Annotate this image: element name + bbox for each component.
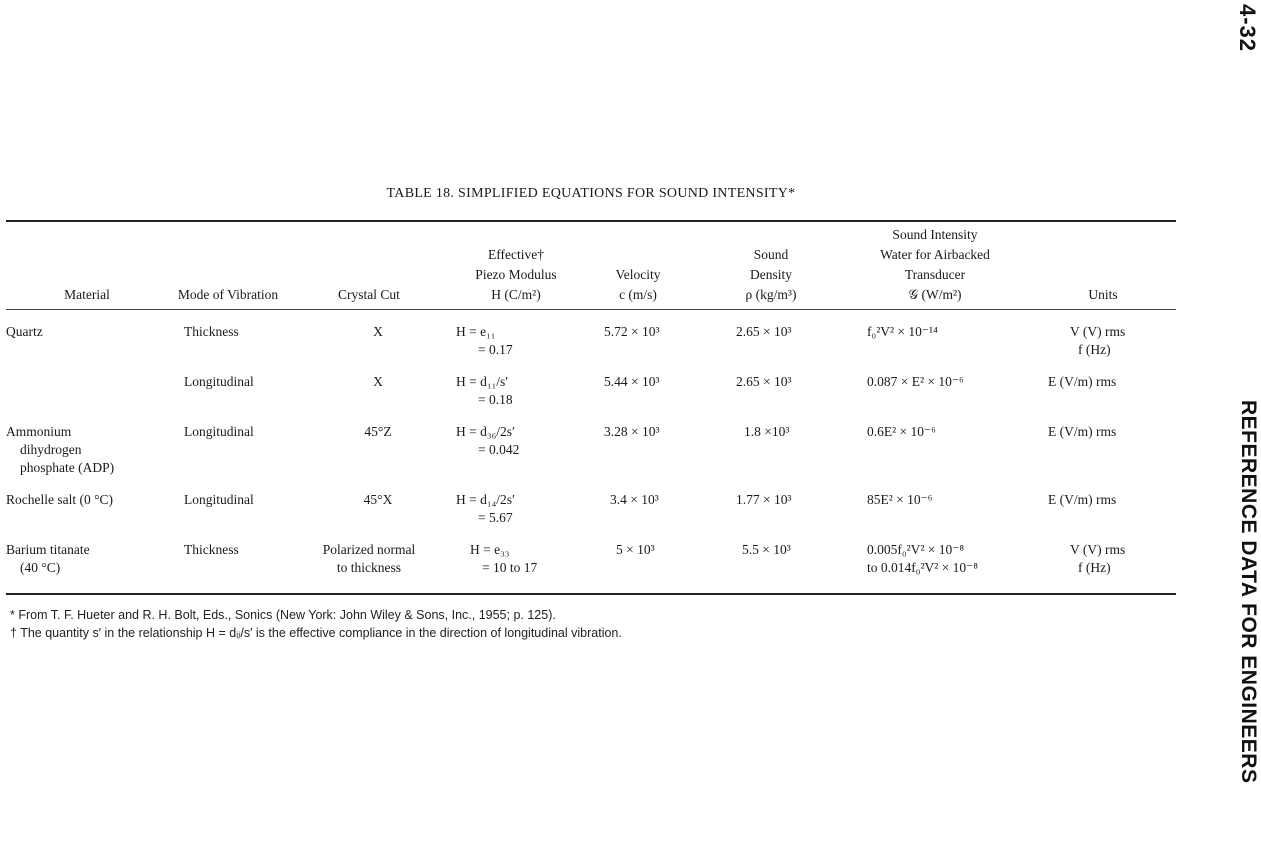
cell-material: Quartz: [6, 324, 43, 339]
cell-density: 2.65 × 10³: [736, 324, 792, 339]
table-bottom-rule: [6, 593, 1176, 595]
cell-modulus: H = e₃₃ = 10 to 17: [470, 542, 538, 575]
cell-modulus: H = d₁₄/2s′ = 5.67: [456, 492, 515, 525]
cell-density: 5.5 × 10³: [742, 542, 791, 557]
cell-crystal-cut: X: [373, 374, 383, 389]
cell-modulus: H = e₁₁ = 0.17: [456, 324, 513, 357]
cell-velocity: 3.4 × 10³: [610, 492, 659, 507]
cell-intensity: 0.005f₀²V² × 10⁻⁸ to 0.014f₀²V² × 10⁻⁸: [867, 542, 978, 575]
cell-mode: Thickness: [184, 324, 239, 339]
table-top-rule: [6, 220, 1176, 222]
cell-mode: Longitudinal: [184, 424, 254, 439]
table-header-rule: [6, 309, 1176, 310]
table-caption: TABLE 18. SIMPLIFIED EQUATIONS FOR SOUND INTENSITY*: [386, 186, 796, 201]
cell-intensity: 0.6E² × 10⁻⁶: [867, 424, 936, 439]
cell-density: 1.8 ×10³: [744, 424, 790, 439]
cell-crystal-cut: 45°X: [363, 492, 393, 507]
cell-modulus: H = d₁₁/s′ = 0.18: [456, 374, 513, 407]
page-number: 4-32: [1235, 4, 1260, 53]
cell-modulus: H = d₃₆/2s′ = 0.042: [456, 424, 520, 457]
cell-density: 1.77 × 10³: [736, 492, 792, 507]
cell-mode: Thickness: [184, 542, 239, 557]
cell-units: E (V/m) rms: [1048, 492, 1117, 507]
cell-intensity: 0.087 × E² × 10⁻⁶: [867, 374, 964, 389]
header-intensity: Sound Intensity Water for Airbacked Transducer 𝒢 (W/m²): [880, 227, 990, 302]
cell-material: Barium titanate (40 °C): [6, 542, 90, 575]
cell-velocity: 5.44 × 10³: [604, 374, 660, 389]
footnote-source: * From T. F. Hueter and R. H. Bolt, Eds., Sonics (New York: John Wiley & Sons, Inc., 1955; p. 125).: [10, 608, 556, 622]
header-material: Material: [64, 287, 110, 302]
cell-intensity: f₀²V² × 10⁻¹⁴: [867, 324, 938, 339]
cell-material: Ammonium dihydrogen phosphate (ADP): [6, 424, 115, 475]
header-density: Sound Density ρ (kg/m³): [745, 247, 797, 302]
cell-density: 2.65 × 10³: [736, 374, 792, 389]
cell-material: Rochelle salt (0 °C): [6, 492, 113, 507]
header-mode: Mode of Vibration: [177, 287, 279, 302]
table-footnotes: [10, 606, 622, 642]
running-title: REFERENCE DATA FOR ENGINEERS: [1237, 400, 1260, 784]
header-crystal-cut: Crystal Cut: [338, 287, 400, 302]
cell-velocity: 3.28 × 10³: [604, 424, 660, 439]
cell-units: E (V/m) rms: [1048, 424, 1117, 439]
header-units: Units: [1088, 287, 1118, 302]
cell-crystal-cut: 45°Z: [364, 424, 392, 439]
header-velocity: Velocity c (m/s): [615, 267, 661, 302]
cell-velocity: 5.72 × 10³: [604, 324, 660, 339]
cell-units: V (V) rms f (Hz): [1070, 324, 1126, 357]
cell-units: E (V/m) rms: [1048, 374, 1117, 389]
cell-crystal-cut: Polarized normal to thickness: [322, 542, 416, 575]
cell-intensity: 85E² × 10⁻⁶: [867, 492, 933, 507]
cell-mode: Longitudinal: [184, 374, 254, 389]
footnote-compliance: † The quantity s′ in the relationship H = dᵢⱼ/s′ is the effective compliance in the direction of longitudinal vibration.: [10, 626, 622, 640]
cell-velocity: 5 × 10³: [616, 542, 655, 557]
header-modulus: Effective† Piezo Modulus H (C/m²): [475, 247, 557, 302]
cell-crystal-cut: X: [373, 324, 383, 339]
cell-units: V (V) rms f (Hz): [1070, 542, 1126, 575]
cell-mode: Longitudinal: [184, 492, 254, 507]
